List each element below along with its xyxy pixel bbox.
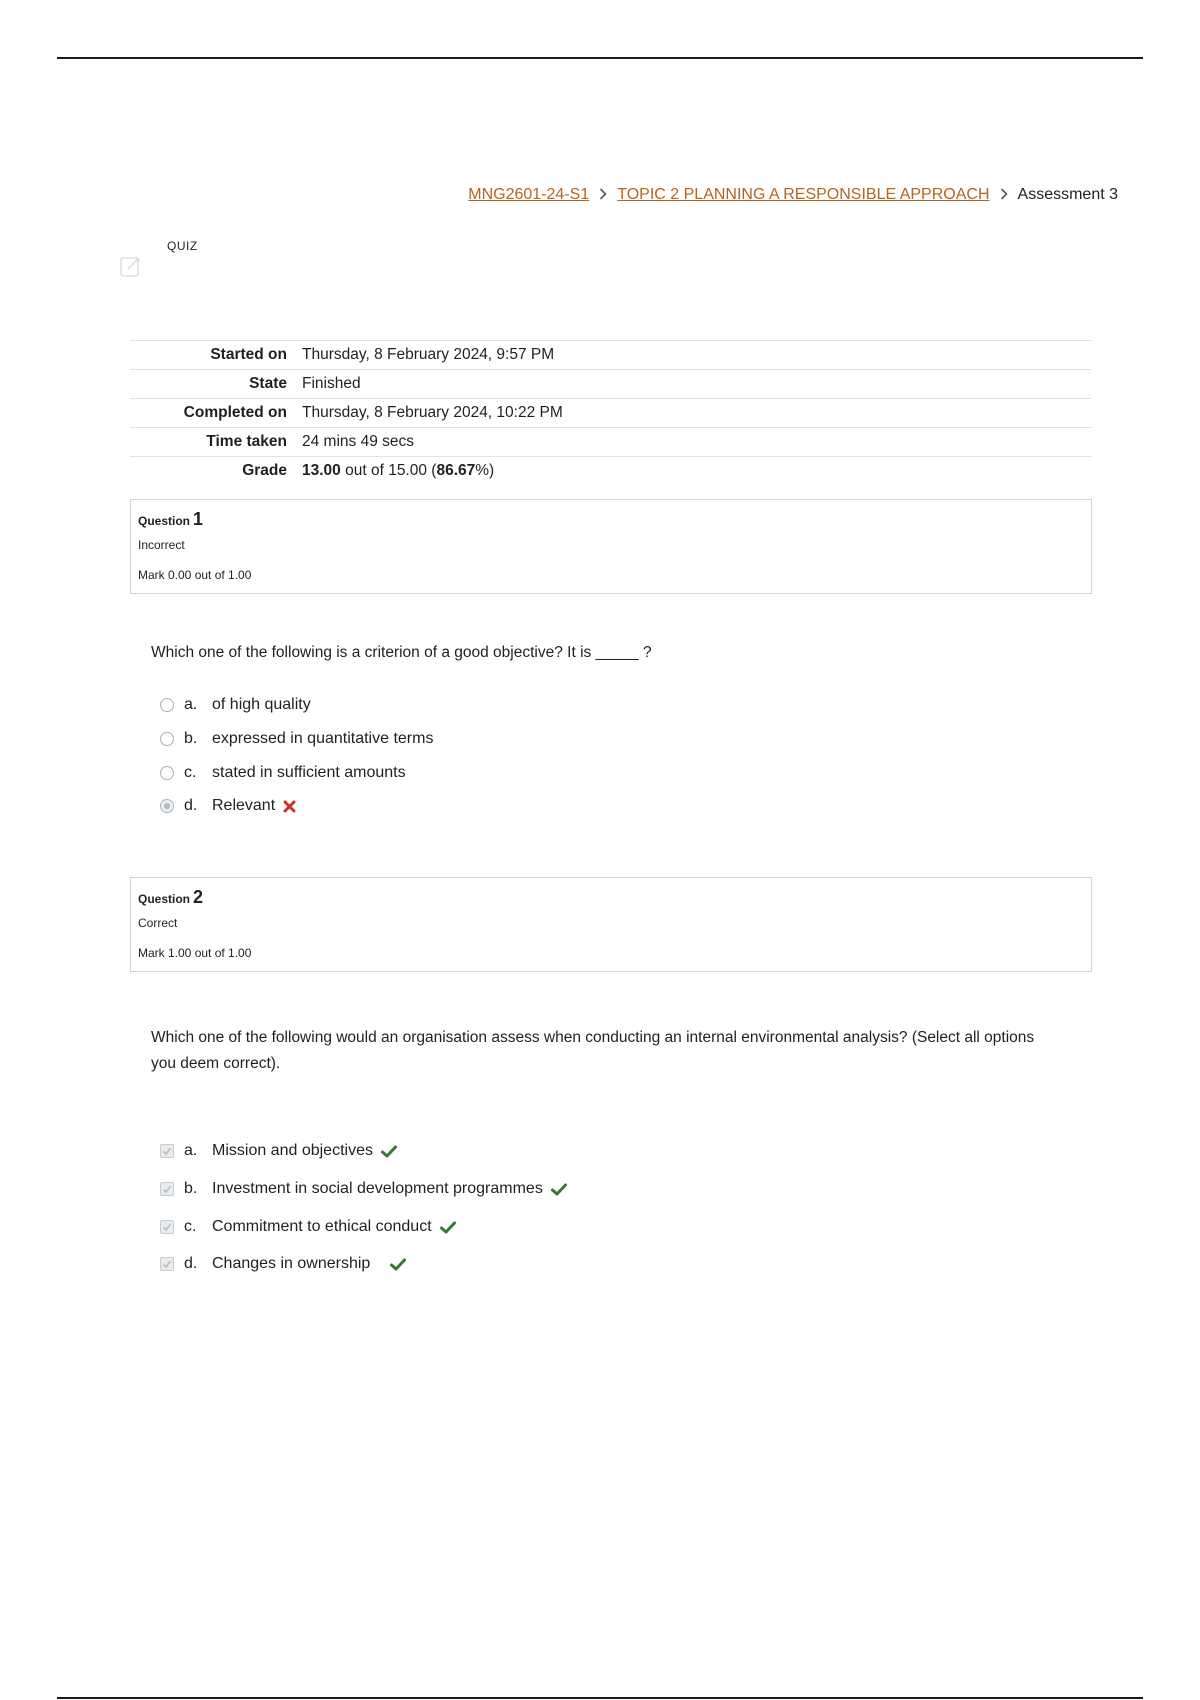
answer-option[interactable] <box>160 797 296 815</box>
question-number <box>138 509 1084 530</box>
answer-letter: b. <box>184 730 198 747</box>
radio-button-selected[interactable] <box>160 799 174 813</box>
top-rule <box>57 57 1143 59</box>
checkbox-checked[interactable] <box>160 1257 174 1271</box>
attempt-summary-table <box>130 340 1092 485</box>
chevron-right-icon <box>1000 187 1008 203</box>
answer-text: Changes in ownership <box>212 1255 371 1272</box>
summary-label: State <box>249 375 287 392</box>
summary-value: Finished <box>302 375 361 392</box>
quiz-edit-icon <box>120 255 142 277</box>
answer-text: Investment in social development programmes <box>212 1180 543 1197</box>
grade-score: 13.00 <box>302 462 341 479</box>
answer-letter: b. <box>184 1180 198 1197</box>
summary-label: Started on <box>210 346 287 363</box>
checkbox-checked[interactable] <box>160 1220 174 1234</box>
answer-option[interactable] <box>160 764 406 782</box>
check-icon <box>551 1183 567 1196</box>
breadcrumb-current: Assessment 3 <box>1017 186 1118 203</box>
answer-text: stated in sufficient amounts <box>212 764 406 781</box>
summary-value: Thursday, 8 February 2024, 9:57 PM <box>302 346 555 363</box>
question-number-value: 1 <box>193 509 204 529</box>
summary-row-started <box>130 341 1092 370</box>
summary-row-state <box>130 370 1092 399</box>
summary-label: Time taken <box>206 433 287 450</box>
breadcrumb-section-link[interactable]: TOPIC 2 PLANNING A RESPONSIBLE APPROACH <box>617 186 990 203</box>
question-label: Question <box>138 892 191 906</box>
check-icon <box>390 1258 406 1271</box>
chevron-right-icon <box>599 187 607 203</box>
summary-label: Grade <box>242 462 287 479</box>
question-state: Incorrect <box>138 538 185 552</box>
summary-row-grade <box>130 457 1092 486</box>
grade-percent: 86.67 <box>436 462 476 479</box>
question-number-value: 2 <box>193 887 204 907</box>
breadcrumb <box>468 186 1118 204</box>
answer-letter: c. <box>184 1218 197 1235</box>
breadcrumb-course-link[interactable]: MNG2601-24-S1 <box>468 186 590 203</box>
question-number <box>138 887 1084 908</box>
question-label: Question <box>138 514 191 528</box>
answer-option[interactable] <box>160 696 311 714</box>
answer-option[interactable] <box>160 1142 397 1160</box>
radio-button[interactable] <box>160 766 174 780</box>
radio-button[interactable] <box>160 698 174 712</box>
answer-option[interactable] <box>160 1180 567 1198</box>
checkbox-checked[interactable] <box>160 1144 174 1158</box>
summary-value: 24 mins 49 secs <box>302 433 414 450</box>
activity-type-label: QUIZ <box>167 239 198 253</box>
grade-text: out of 15.00 ( <box>345 462 437 479</box>
question-info-box <box>130 499 1092 594</box>
question-mark: Mark 1.00 out of 1.00 <box>138 946 252 960</box>
answer-option[interactable] <box>160 1218 456 1236</box>
answer-letter: a. <box>184 1142 198 1159</box>
summary-row-completed <box>130 399 1092 428</box>
answer-option[interactable] <box>160 730 433 748</box>
grade-text-end: %) <box>475 462 495 479</box>
question-text: Which one of the following would an organisation assess when conducting an internal environmental analysis? (Select all options you deem correct). <box>151 1029 1035 1072</box>
answer-letter: d. <box>184 797 198 814</box>
cross-icon <box>283 800 296 813</box>
answer-letter: a. <box>184 696 198 713</box>
answer-letter: d. <box>184 1255 198 1272</box>
answer-text: Commitment to ethical conduct <box>212 1218 432 1235</box>
question-text: Which one of the following is a criterion of a good objective? It is _____ ? <box>151 644 652 661</box>
question-state: Correct <box>138 916 178 930</box>
answer-text: expressed in quantitative terms <box>212 730 434 747</box>
answer-text: of high quality <box>212 696 311 713</box>
question-mark: Mark 0.00 out of 1.00 <box>138 568 252 582</box>
radio-button[interactable] <box>160 732 174 746</box>
bottom-rule <box>57 1697 1143 1699</box>
summary-value: Thursday, 8 February 2024, 10:22 PM <box>302 404 563 421</box>
check-icon <box>381 1145 397 1158</box>
summary-value <box>302 457 1092 486</box>
summary-row-time-taken <box>130 428 1092 457</box>
question-info-box <box>130 877 1092 972</box>
answer-letter: c. <box>184 764 197 781</box>
checkbox-checked[interactable] <box>160 1182 174 1196</box>
summary-label: Completed on <box>183 404 287 421</box>
answer-text: Mission and objectives <box>212 1142 373 1159</box>
check-icon <box>440 1221 456 1234</box>
answer-text: Relevant <box>212 797 276 814</box>
answer-option[interactable] <box>160 1255 406 1273</box>
